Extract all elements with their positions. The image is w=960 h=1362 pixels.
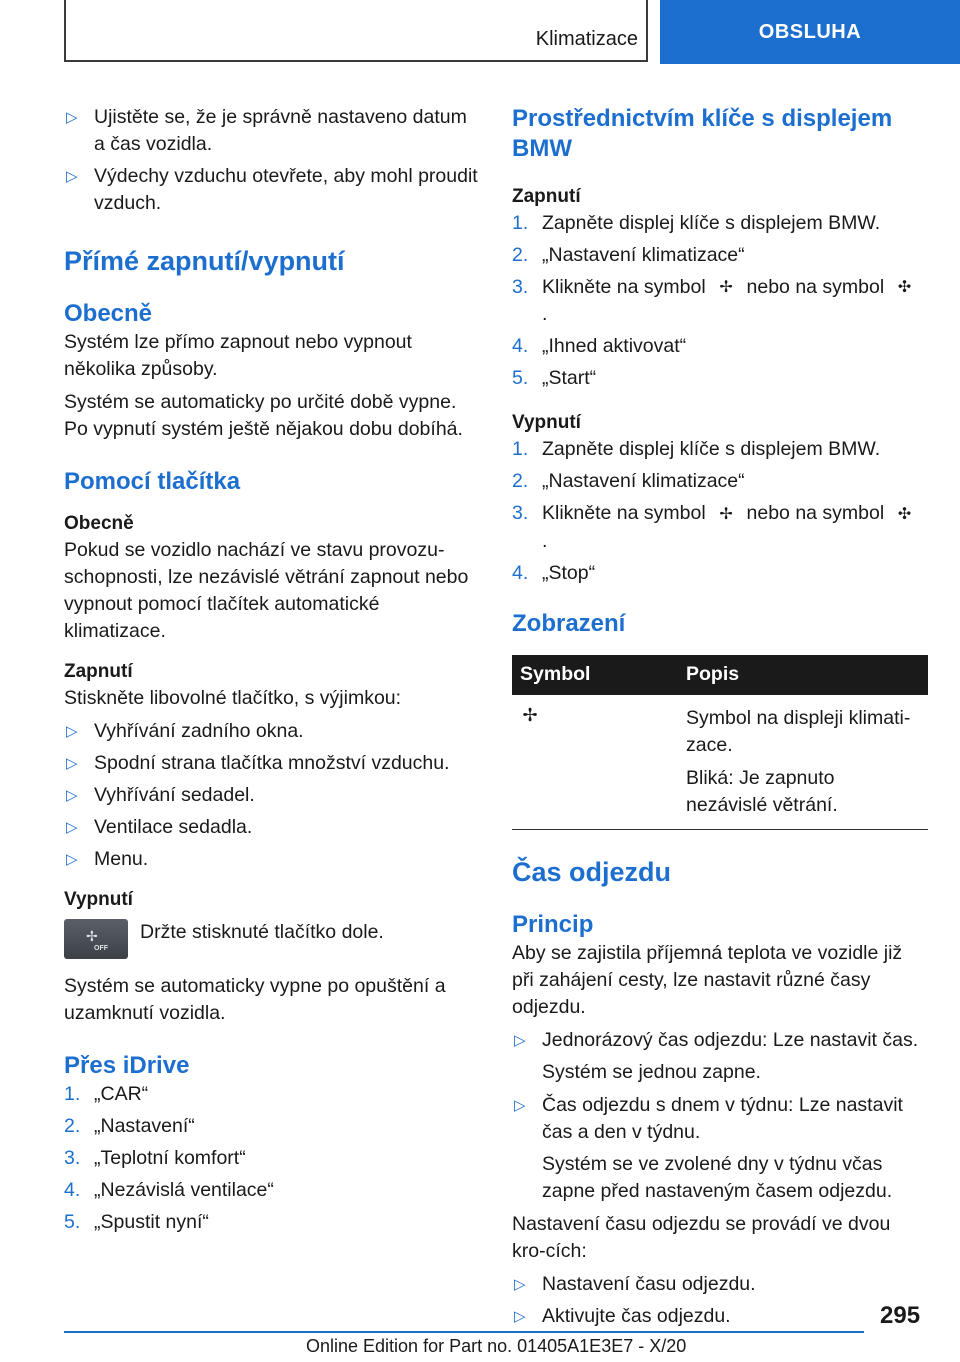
list-item: ▷ Jednorázový čas odjezdu: Lze nastavit čas. xyxy=(512,1027,928,1054)
triangle-bullet-icon: ▷ xyxy=(514,1275,526,1293)
heading-key-display: Prostřednictvím klíče s displejem BMW xyxy=(512,105,893,162)
list-item: 3. Klikněte na symbol ✢ nebo na symbol ✣ . xyxy=(512,500,928,554)
triangle-bullet-icon: ▷ xyxy=(66,168,78,185)
heading-idrive: Přes iDrive xyxy=(64,1052,190,1079)
heading-departure: Čas odjezdu xyxy=(512,856,672,887)
fan-blinking-icon: ✣ xyxy=(897,279,912,297)
fan-icon: ✢ xyxy=(719,279,733,297)
heading-button: Pomocí tlačítka xyxy=(64,468,241,495)
subheading-off: Vypnutí xyxy=(512,412,581,434)
heading-direct: Přímé zapnutí/vypnutí xyxy=(64,246,345,276)
heading-principle: Princip xyxy=(512,910,594,938)
list-item-detail: Systém se ve zvolené dny v týdnu včas zapne před nastaveným časem odjezdu. xyxy=(542,1152,893,1202)
off-instruction-row xyxy=(64,919,482,959)
subheading-off: Vypnutí xyxy=(64,889,133,910)
header-chapter-tab: OBSLUHA xyxy=(660,0,960,64)
footer-divider xyxy=(64,1331,864,1333)
paragraph: Systém lze přímo zapnout nebo vypnout několika způsoby. xyxy=(64,331,412,380)
list-item: 3. „Teplotní komfort“ xyxy=(64,1147,246,1169)
paragraph: Systém se automaticky po určité době vypne. Po vypnutí systém ještě nějakou dobu dobíhá. xyxy=(64,391,463,440)
subheading-on: Zapnutí xyxy=(64,661,133,682)
subheading-general: Obecně xyxy=(64,513,134,534)
list-item-detail: Systém se jednou zapne. xyxy=(542,1060,761,1083)
list-item: ▷ Vyhřívání zadního okna. xyxy=(64,718,482,745)
fan-blinking-icon: ✣ xyxy=(897,505,912,523)
heading-display: Zobrazení xyxy=(512,609,626,637)
list-item: ▷ Menu. xyxy=(64,846,482,873)
header-section-title: Klimatizace xyxy=(535,28,638,50)
table-cell-description: Symbol na displeji klimati-zace. Bliká: Je zapnuto nezávislé větrání. xyxy=(678,695,928,830)
fan-icon: ✢ xyxy=(719,505,733,523)
paragraph: Pokud se vozidlo nachází ve stavu provozu-schopnosti, lze nezávislé větrání zapnout nebo vypnout pomocí tlačítek automatické klimatizace. xyxy=(64,539,469,642)
table-header-symbol: Symbol xyxy=(512,655,678,695)
off-instruction: Držte stisknuté tlačítko dole. xyxy=(140,921,384,943)
symbol-table xyxy=(512,655,928,830)
list-item: 1. Zapněte displej klíče s displejem BMW. xyxy=(512,438,881,461)
triangle-bullet-icon: ▷ xyxy=(66,109,78,126)
fan-icon: ✢ xyxy=(522,704,538,725)
list-item: ▷ Nastavení času odjezdu. xyxy=(512,1271,928,1298)
table-header-description: Popis xyxy=(678,655,928,695)
list-item: 3. Klikněte na symbol ✢ nebo na symbol ✣ . xyxy=(512,274,928,328)
paragraph: Stiskněte libovolné tlačítko, s výjimkou: xyxy=(64,687,402,709)
paragraph: Aby se zajistila příjemná teplota ve vozidle již při zahájení cesty, lze nastavit různé časy odjezdu. xyxy=(512,941,903,1018)
list-item: 2. „Nastavení“ xyxy=(64,1115,195,1137)
triangle-bullet-icon: ▷ xyxy=(66,851,78,868)
list-item: ▷ Výdechy vzduchu otevřete, aby mohl proudit vzduch. xyxy=(66,165,478,214)
list-item: ▷ Ujistěte se, že je správně nastaveno datum a čas vozidla. xyxy=(66,106,467,155)
paragraph: Systém se automaticky vypne po opuštění a uzamknutí vozidla. xyxy=(64,975,446,1024)
list-item: 5. „Spustit nyní“ xyxy=(64,1211,209,1233)
paragraph: Nastavení času odjezdu se provádí ve dvou kro-cích: xyxy=(512,1212,891,1262)
triangle-bullet-icon: ▷ xyxy=(66,787,78,804)
list-item: 4. „Stop“ xyxy=(512,561,596,584)
triangle-bullet-icon: ▷ xyxy=(66,819,78,836)
page-number: 295 xyxy=(880,1302,921,1329)
footer-edition: Online Edition for Part no. 01405A1E3E7 - X/20 xyxy=(306,1336,687,1356)
triangle-bullet-icon: ▷ xyxy=(66,755,78,772)
triangle-bullet-icon: ▷ xyxy=(514,1096,526,1114)
left-column xyxy=(64,104,482,1241)
table-row xyxy=(512,695,928,830)
list-item: ▷ Čas odjezdu s dnem v týdnu: Lze nastavit čas a den v týdnu. xyxy=(514,1093,903,1143)
list-item: 1. Zapněte displej klíče s displejem BMW. xyxy=(512,212,881,234)
list-item: 2. „Nastavení klimatizace“ xyxy=(512,470,745,493)
list-item: 4. „Ihned aktivovat“ xyxy=(512,335,687,358)
triangle-bullet-icon: ▷ xyxy=(66,723,78,740)
list-item: 4. „Nezávislá ventilace“ xyxy=(64,1179,274,1201)
subheading-on: Zapnutí xyxy=(512,186,581,207)
right-column xyxy=(512,104,928,1335)
list-item: ▷ Vyhřívání sedadel. xyxy=(64,782,482,809)
list-item: 2. „Nastavení klimatizace“ xyxy=(512,244,745,266)
heading-general: Obecně xyxy=(64,300,153,327)
fan-off-button-icon: ✢ OFF xyxy=(64,919,128,959)
list-item: 1. „CAR“ xyxy=(64,1083,149,1105)
triangle-bullet-icon: ▷ xyxy=(514,1031,526,1049)
list-item: ▷ Aktivujte čas odjezdu. xyxy=(512,1303,928,1330)
list-item: 5. „Start“ xyxy=(512,367,597,390)
list-item: ▷ Ventilace sedadla. xyxy=(64,814,482,841)
table-cell-symbol xyxy=(512,695,678,830)
triangle-bullet-icon: ▷ xyxy=(514,1307,526,1325)
list-item: ▷ Spodní strana tlačítka množství vzduchu. xyxy=(64,750,482,777)
